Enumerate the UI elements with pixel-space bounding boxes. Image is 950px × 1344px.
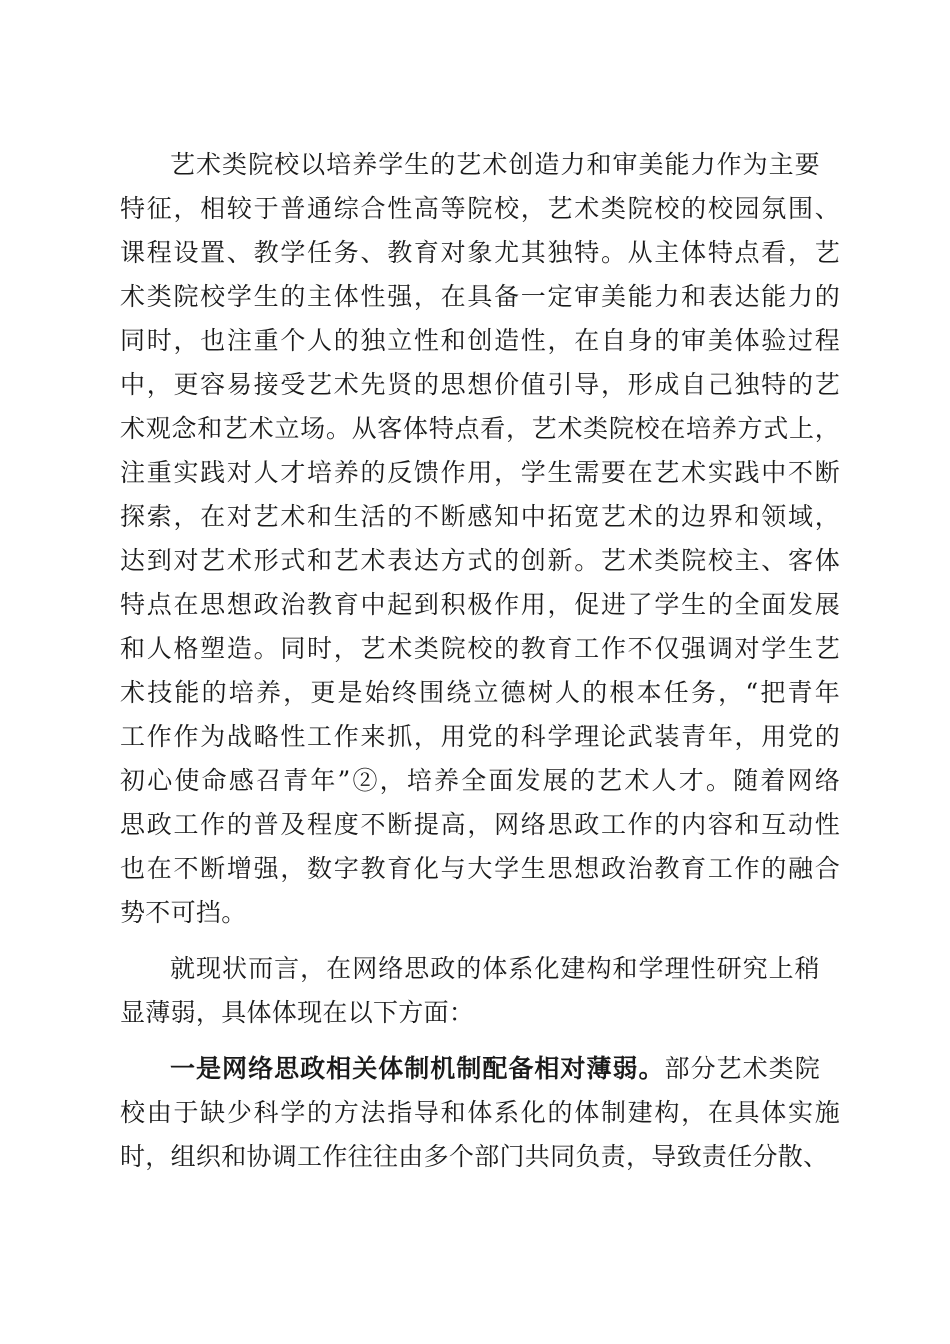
- text-line: 课程设置、教学任务、教育对象尤其独特。从主体特点看，艺: [120, 238, 840, 267]
- text-line: 和人格塑造。同时，艺术类院校的教育工作不仅强调对学生艺: [120, 634, 840, 663]
- text-line: [170, 1049, 820, 1089]
- text-line: 术观念和艺术立场。从客体特点看，艺术类院校在培养方式上，: [120, 414, 840, 443]
- text-line: 术类院校学生的主体性强，在具备一定审美能力和表达能力的: [120, 282, 840, 311]
- text-line: 势不可挡。: [120, 898, 247, 927]
- text-line: 也在不断增强，数字教育化与大学生思想政治教育工作的融合: [120, 854, 840, 883]
- text-line: 时，组织和协调工作往往由多个部门共同负责，导致责任分散、: [120, 1142, 829, 1171]
- text-line: 思政工作的普及程度不断提高，网络思政工作的内容和互动性: [120, 810, 840, 839]
- text-line: 术技能的培养，更是始终围绕立德树人的根本任务，“把青年: [120, 678, 840, 707]
- text-line: 初心使命感召青年”②，培养全面发展的艺术人才。随着网络: [120, 766, 840, 795]
- text-line: 工作作为战略性工作来抓，用党的科学理论武装青年，用党的: [120, 722, 840, 751]
- text-run: 部分艺术类院: [664, 1054, 820, 1083]
- text-line: 就现状而言，在网络思政的体系化建构和学理性研究上稍: [170, 954, 820, 983]
- text-line: 校由于缺少科学的方法指导和体系化的体制建构，在具体实施: [120, 1098, 840, 1127]
- text-line: 达到对艺术形式和艺术表达方式的创新。艺术类院校主、客体: [120, 546, 840, 575]
- text-line: 探索，在对艺术和生活的不断感知中拓宽艺术的边界和领域，: [120, 502, 840, 531]
- text-line: 中，更容易接受艺术先贤的思想价值引导，形成自己独特的艺: [120, 370, 840, 399]
- section-heading: 一是网络思政相关体制机制配备相对薄弱。: [170, 1054, 665, 1083]
- text-line: 艺术类院校以培养学生的艺术创造力和审美能力作为主要: [170, 150, 820, 179]
- text-line: 注重实践对人才培养的反馈作用，学生需要在艺术实践中不断: [120, 458, 840, 487]
- text-line: 特征，相较于普通综合性高等院校，艺术类院校的校园氛围、: [120, 194, 840, 223]
- text-line: 同时，也注重个人的独立性和创造性，在自身的审美体验过程: [120, 326, 840, 355]
- text-line: 特点在思想政治教育中起到积极作用，促进了学生的全面发展: [120, 590, 840, 619]
- text-line: 显薄弱，具体体现在以下方面：: [120, 998, 475, 1027]
